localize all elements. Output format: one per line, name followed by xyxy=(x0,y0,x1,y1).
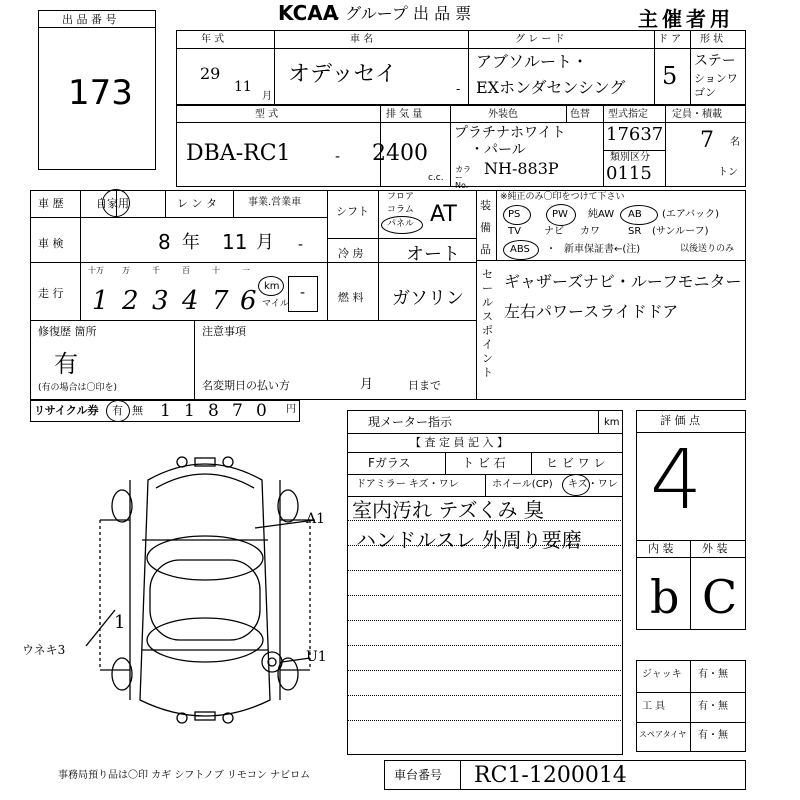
mileage-km-unit: km xyxy=(264,281,280,292)
tool-label: 工 具 xyxy=(642,701,666,712)
model-value: DBA-RC1 xyxy=(186,141,291,166)
door-label: ド ア xyxy=(658,34,682,45)
damage-mark-left: ウネキ3 xyxy=(22,643,66,657)
mileage-digit-4: 4 xyxy=(182,286,199,316)
meter-label: 現メーター指示 xyxy=(368,415,453,429)
damage-mark-u1: U1 xyxy=(306,649,327,665)
year-label: 年 式 xyxy=(201,34,225,45)
sales-point-line1: ギャザーズナビ・ルーフモニター xyxy=(504,272,742,291)
place-100: 百 xyxy=(182,266,190,275)
recycle-unit: 円 xyxy=(286,404,296,415)
host-label: 主催者用 xyxy=(638,7,734,31)
place-10: 十 xyxy=(212,266,220,275)
shift-floor: フロア xyxy=(387,192,415,202)
recycle-circle xyxy=(106,400,130,422)
crack-label: ヒ ビ ワ レ xyxy=(546,456,606,470)
spare-label: スペアタイヤ xyxy=(639,730,687,739)
place-10k: 万 xyxy=(122,266,130,275)
capacity-label: 定員・積載 xyxy=(672,109,722,120)
equip-abs: ABS xyxy=(510,244,530,255)
auction-sheet: 出 品 番 号 173 KCAA . グループ 出 品 票 主催者用 年 式 車 名 グ レ ー ド ド ア 形 状 29 11 月 オデッセイ - アブソルート・ EXホンダセンシング 5 ステー ションワゴン 型 式 排 気 量 外装色 色替 型式指定 定員・積載 類別区分 DBA-RC1 - 2400 c.c. プラチナホワイト ・パール カラー No. NH-883P 17637 0115 7 名 トン 車 歴 自家用 レ ン タ 事業.営業車 シフト フロア コラム パネル AT 車 検 8 年 11 月 - 冷 房 オート 燃 料 ガソリン 走 行 十万 万 千 百 十 一 1 2 3 4 7 6 km マイル - 装備品 ※純正のみ〇印をつけて下さい PS PW 純AW AB (エアバック) TV ナビ カワ SR (サンルーフ) ABS ・ 新車保証書←(注) 以後送りのみ セールスポイント ギャザーズナビ・ルーフモニター 左右パワースライドドア 修復歴 箇所 有 (有の場合は〇印を) 注意事項 名変期日の払い方 月 日まで リサイクル券 有 無 1 1 8 7 0 円 現メーター指示 km 【 査 定 員 記 入 】 Fガラス ト ビ 石 ヒ ビ ワ レ ドアミラー キズ・ワレ ホイール(CP) キズ・ワレ 室内汚れ テズくみ 臭 ハンドルスレ 外周り要磨 評 価 点 4 内 装 外 装 b C ジャッキ 有・無 工 具 有・無 スペアタイヤ 有・無 A1 U1 ウネキ3 1 事務局預り品は〇印 カギ シフトノブ リモコン ナビロム 車台番号 RC1-1200014 xyxy=(0,0,800,800)
equip-circle-abs xyxy=(503,240,539,260)
equip-ps: PS xyxy=(508,209,521,220)
exterior-color-line1: プラチナホワイト xyxy=(454,125,566,141)
equip-ab-note: (エアバック) xyxy=(662,209,720,220)
shape-line1: ステー xyxy=(694,53,736,69)
lot-number: 173 xyxy=(68,73,133,113)
repair-value: 有 xyxy=(54,350,78,378)
form-title: . グループ 出 品 票 xyxy=(335,4,472,23)
exterior-color-line2: ・パール xyxy=(470,142,526,158)
jack-opts: 有・無 xyxy=(698,669,728,680)
history-label: 車 歴 xyxy=(38,197,64,210)
inspection-month: 11 xyxy=(222,230,248,254)
exterior-label: 外 装 xyxy=(702,542,728,555)
car-name-value: オデッセイ xyxy=(288,62,397,87)
score-label: 評 価 点 xyxy=(660,414,700,427)
equip-kawa: カワ xyxy=(580,226,600,237)
glass-label: Fガラス xyxy=(368,456,411,470)
chassis-value: RC1-1200014 xyxy=(474,763,627,788)
name-change-month: 月 xyxy=(360,377,374,392)
equip-circle-pw xyxy=(546,204,576,226)
equip-navi: ナビ xyxy=(544,226,564,237)
type-spec-value: 17637 xyxy=(606,124,664,145)
color-no-value: NH-883P xyxy=(484,159,559,178)
score-value: 4 xyxy=(650,433,703,528)
color-change-label: 色替 xyxy=(570,109,590,120)
sales-point-label: セールスポイント xyxy=(482,268,493,379)
history-commercial: 事業.営業車 xyxy=(248,197,302,208)
mirror-label: ドアミラー キズ・ワレ xyxy=(356,479,459,490)
car-diagram xyxy=(70,440,340,740)
shape-label: 形 状 xyxy=(700,34,724,45)
year-value: 29 xyxy=(200,64,221,83)
place-1k: 千 xyxy=(152,266,160,275)
equip-sr: SR xyxy=(628,226,642,237)
door-value: 5 xyxy=(662,62,678,90)
tool-opts: 有・無 xyxy=(698,701,728,712)
wheel-opts: キズ・ワレ xyxy=(568,479,618,490)
jack-label: ジャッキ xyxy=(642,669,682,680)
equip-circle-ps xyxy=(503,205,531,225)
recycle-digit-4: 7 xyxy=(232,401,243,421)
recycle-digit-5: 0 xyxy=(256,401,267,421)
interior-label: 内 装 xyxy=(648,542,674,555)
exterior-color-label: 外装色 xyxy=(488,109,518,120)
equip-warranty: 新車保証書←(注) xyxy=(564,244,641,255)
color-no-label: カラー No. xyxy=(455,165,471,190)
month-unit: 月 xyxy=(262,91,272,102)
inspection-label: 車 検 xyxy=(38,237,64,250)
shift-value: AT xyxy=(430,202,457,227)
equip-tv: TV xyxy=(508,226,521,237)
spare-opts: 有・無 xyxy=(698,730,728,741)
class-label: 類別区分 xyxy=(610,152,650,163)
damage-mark-door: 1 xyxy=(114,612,126,633)
grade-line1: アブソルート・ xyxy=(476,52,589,71)
equip-dot: ・ xyxy=(546,244,556,255)
inspection-year-unit: 年 xyxy=(182,232,200,253)
history-circle xyxy=(102,189,130,217)
wheel-circle xyxy=(562,474,590,496)
grade-label: グ レ ー ド xyxy=(515,34,565,45)
mileage-digit-1: 1 xyxy=(92,286,109,316)
model-label: 型 式 xyxy=(255,109,279,120)
place-1: 一 xyxy=(242,266,250,275)
capacity-value: 7 xyxy=(700,128,714,153)
chip-label: ト ビ 石 xyxy=(462,456,506,470)
mileage-mile-unit: マイル xyxy=(262,299,289,309)
equip-sr-note: (サンルーフ) xyxy=(652,226,709,237)
fuel-value: ガソリン xyxy=(392,288,464,309)
damage-mark-a1: A1 xyxy=(306,511,326,527)
fuel-label: 燃 料 xyxy=(338,291,364,304)
equip-ab: AB xyxy=(628,209,642,220)
displacement-label: 排 気 量 xyxy=(386,109,423,120)
month-value: 11 xyxy=(234,79,252,95)
equip-after: 以後送りのみ xyxy=(680,244,735,254)
shift-panel: パネル xyxy=(387,219,415,229)
recycle-digit-1: 1 xyxy=(160,401,171,421)
place-100k: 十万 xyxy=(88,266,104,275)
shape-line2: ションワゴン xyxy=(694,72,738,100)
equip-circle-ab xyxy=(620,205,658,225)
name-change-label: 名変期日の払い方 xyxy=(202,379,290,392)
chassis-label: 車台番号 xyxy=(394,768,443,782)
interior-value: b xyxy=(650,570,680,624)
repair-label: 修復歴 箇所 xyxy=(38,325,97,338)
recycle-yes: 有 xyxy=(112,404,123,417)
shift-circle xyxy=(381,216,423,234)
mileage-digit-2: 2 xyxy=(122,286,139,316)
repair-note: (有の場合は〇印を) xyxy=(38,383,118,393)
kcaa-logo: KCAA xyxy=(278,1,339,25)
wheel-label: ホイール(CP) xyxy=(492,479,553,490)
equip-aw: 純AW xyxy=(588,209,615,220)
exterior-value: C xyxy=(702,570,738,624)
lot-label: 出 品 番 号 xyxy=(62,13,117,26)
ton-unit: トン xyxy=(718,167,738,178)
shift-column: コラム xyxy=(387,205,414,215)
mileage-digit-5: 7 xyxy=(212,286,229,316)
grade-line2: EXホンダセンシング xyxy=(476,78,626,97)
sales-point-line2: 左右パワースライドドア xyxy=(504,302,679,321)
recycle-digit-2: 1 xyxy=(184,401,195,421)
history-private: 自家用 xyxy=(96,197,129,210)
mileage-digit-6: 6 xyxy=(240,286,257,316)
displacement-value: 2400 xyxy=(372,141,428,166)
cc-unit: c.c. xyxy=(428,173,444,183)
equipment-label: 装備品 xyxy=(480,199,491,256)
mileage-km-circle xyxy=(258,276,284,296)
recycle-no: 無 xyxy=(132,404,143,417)
inspector-comment-1: 室内汚れ テズくみ 臭 xyxy=(352,498,544,522)
recycle-digit-3: 8 xyxy=(208,401,219,421)
mileage-label: 走 行 xyxy=(38,287,64,300)
recycle-label: リサイクル券 xyxy=(34,404,99,417)
history-rental: レ ン タ xyxy=(177,197,217,210)
office-note: 事務局預り品は〇印 カギ シフトノブ リモコン ナビロム xyxy=(58,770,311,781)
aircon-value: オート xyxy=(406,244,460,265)
name-change-day: 日まで xyxy=(408,379,441,392)
equipment-note: ※純正のみ〇印をつけて下さい xyxy=(500,192,625,202)
equip-pw: PW xyxy=(552,209,568,220)
inspector-comment-2: ハンドルスレ 外周り要磨 xyxy=(356,528,582,552)
inspection-month-unit: 月 xyxy=(256,232,274,253)
class-value: 0115 xyxy=(606,163,652,184)
meter-unit: km xyxy=(604,417,620,428)
type-spec-label: 型式指定 xyxy=(608,109,648,120)
notes-label: 注意事項 xyxy=(202,325,246,338)
car-name-label: 車 名 xyxy=(350,34,374,45)
capacity-unit: 名 xyxy=(730,137,740,148)
aircon-label: 冷 房 xyxy=(338,247,364,260)
mileage-digit-3: 3 xyxy=(152,286,169,316)
shift-label: シフト xyxy=(336,205,369,218)
inspector-title: 【 査 定 員 記 入 】 xyxy=(410,436,508,449)
inspection-year: 8 xyxy=(158,230,171,254)
